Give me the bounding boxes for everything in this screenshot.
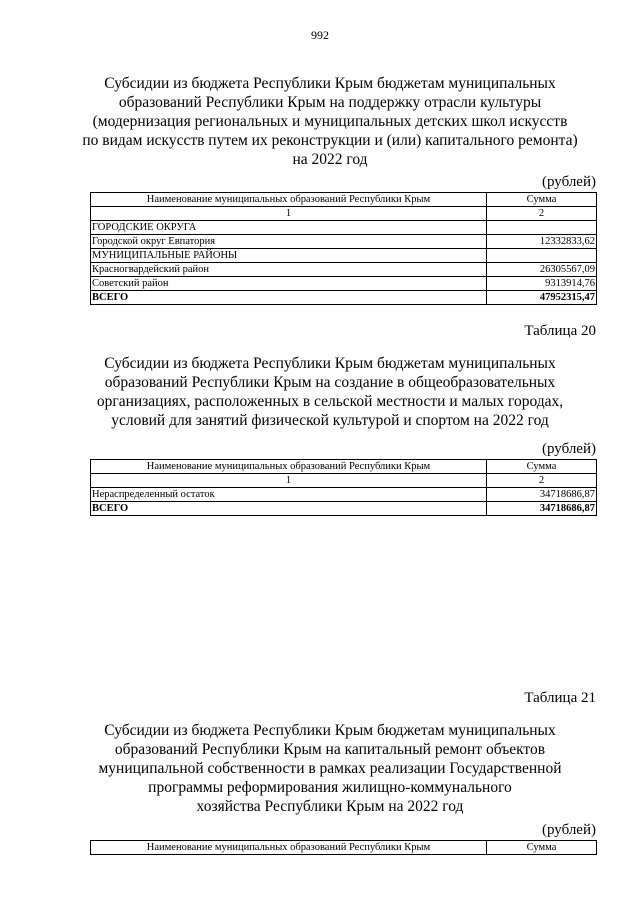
table-row (91, 277, 597, 291)
header-sum: Сумма (487, 841, 597, 855)
section3-table (90, 840, 597, 855)
title-line: Субсидии из бюджета Республики Крым бюджетам муниципальных (104, 355, 556, 372)
col-number: 1 (91, 207, 487, 221)
title-line: образований Республики Крым на капитальный ремонт объектов (114, 741, 546, 758)
table-header-row (91, 460, 597, 474)
table-row (91, 235, 597, 249)
title-line: хозяйства Республики Крым на 2022 год (196, 798, 464, 815)
row-name: ГОРОДСКИЕ ОКРУГА (91, 221, 487, 235)
table-row (91, 221, 597, 235)
column-number-row (91, 474, 597, 488)
title-line: условий для занятий физической культурой и спортом на 2022 год (111, 412, 549, 429)
title-line: по видам искусств путем их реконструкции и (или) капитального ремонта) (82, 132, 578, 149)
section3-title (60, 721, 600, 816)
title-line: муниципальной собственности в рамках реализации Государственной (98, 760, 562, 777)
title-line: на 2022 год (292, 151, 368, 168)
table-header-row (91, 841, 597, 855)
row-name: Советский район (91, 277, 487, 291)
table-row (91, 488, 597, 502)
total-value: 47952315,47 (487, 291, 597, 305)
row-name: Красногвардейский район (91, 263, 487, 277)
section2-table (90, 459, 597, 516)
col-number: 2 (487, 207, 597, 221)
header-sum: Сумма (487, 460, 597, 474)
header-name: Наименование муниципальных образований Республики Крым (91, 460, 487, 474)
row-value: 9313914,76 (487, 277, 597, 291)
title-line: образований Республики Крым на создание в общеобразовательных (104, 374, 556, 391)
row-value: 12332833,62 (487, 235, 597, 249)
total-value: 34718686,87 (487, 502, 597, 516)
section2-title (60, 354, 600, 430)
unit-label: (рублей) (541, 174, 596, 190)
table-header-row (91, 193, 597, 207)
title-line: образований Республики Крым на поддержку отрасли культуры (118, 94, 542, 111)
title-line: организациях, расположенных в сельской местности и малых городах, (96, 393, 564, 410)
row-value (487, 221, 597, 235)
title-line: программы реформирования жилищно-коммунального (148, 779, 512, 796)
row-name: Нераспределенный остаток (91, 488, 487, 502)
row-name: Городской округ Евпатория (91, 235, 487, 249)
table-20-label: Таблица 20 (524, 323, 596, 339)
row-value: 26305567,09 (487, 263, 597, 277)
title-line: (модернизация региональных и муниципальных детских школ искусств (92, 113, 568, 130)
total-row (91, 502, 597, 516)
row-value (487, 249, 597, 263)
total-label: ВСЕГО (91, 502, 487, 516)
column-number-row (91, 207, 597, 221)
row-value: 34718686,87 (487, 488, 597, 502)
total-label: ВСЕГО (91, 291, 487, 305)
section1-title (60, 74, 600, 169)
header-name: Наименование муниципальных образований Республики Крым (91, 841, 487, 855)
row-name: МУНИЦИПАЛЬНЫЕ РАЙОНЫ (91, 249, 487, 263)
table-row (91, 263, 597, 277)
title-line: Субсидии из бюджета Республики Крым бюджетам муниципальных (104, 722, 556, 739)
table-row (91, 249, 597, 263)
unit-label: (рублей) (541, 441, 596, 457)
unit-label: (рублей) (541, 822, 596, 838)
title-line: Субсидии из бюджета Республики Крым бюджетам муниципальных (104, 75, 556, 92)
total-row (91, 291, 597, 305)
col-number: 2 (487, 474, 597, 488)
header-sum: Сумма (487, 193, 597, 207)
header-name: Наименование муниципальных образований Республики Крым (91, 193, 487, 207)
table-21-label: Таблица 21 (524, 690, 596, 706)
section1-table (90, 192, 597, 305)
page-number: 992 (311, 28, 329, 42)
col-number: 1 (91, 474, 487, 488)
